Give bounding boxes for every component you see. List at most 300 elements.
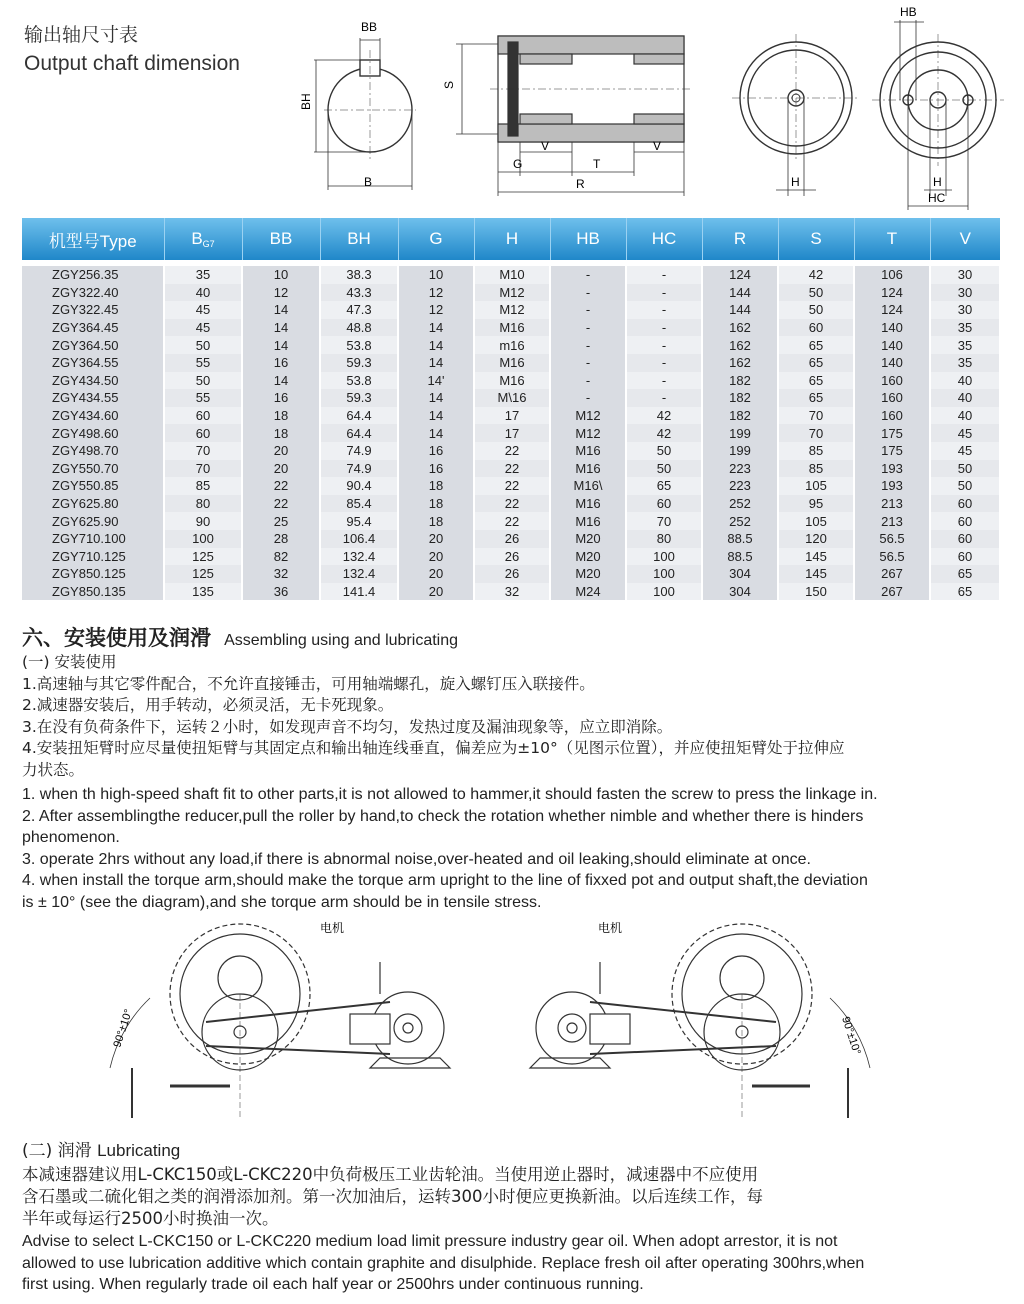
- dimension-cell: 18: [398, 512, 474, 530]
- dimension-cell: -: [626, 284, 702, 302]
- dimension-cell: 30: [930, 301, 1000, 319]
- dimension-cell: 304: [702, 583, 778, 601]
- dimension-cell: M16: [474, 372, 550, 390]
- cn-item: 力状态。: [22, 760, 85, 779]
- dimension-cell: 132.4: [320, 565, 398, 583]
- dimension-cell: -: [550, 372, 626, 390]
- dimension-cell: 40: [164, 284, 242, 302]
- dimension-cell: 132.4: [320, 548, 398, 566]
- col-header-hc: HC: [626, 218, 702, 260]
- dimension-cell: 65: [778, 372, 854, 390]
- dimension-cell: M12: [474, 284, 550, 302]
- model-type-cell: ZGY625.80: [22, 495, 164, 513]
- dimension-cell: 35: [164, 266, 242, 284]
- col-header-h: H: [474, 218, 550, 260]
- model-type-cell: ZGY364.55: [22, 354, 164, 372]
- dimension-cell: M\16: [474, 389, 550, 407]
- dimension-cell: 45: [164, 301, 242, 319]
- dimension-cell: 14: [398, 354, 474, 372]
- table-row: [22, 442, 1000, 460]
- dimension-cell: 40: [930, 407, 1000, 425]
- model-type-cell: ZGY256.35: [22, 266, 164, 284]
- dimension-cell: 95: [778, 495, 854, 513]
- dimension-cell: 95.4: [320, 512, 398, 530]
- lub-en-line: Advise to select L-CKC150 or L-CKC220 medium load limit pressure industry gear oil. When adopt arrestor, it is not: [22, 1233, 838, 1250]
- table-row: [22, 548, 1000, 566]
- dimension-cell: 17: [474, 424, 550, 442]
- col-header-bh: BH: [320, 218, 398, 260]
- dimension-cell: 14: [242, 319, 320, 337]
- label-b: B: [364, 175, 373, 189]
- dimension-cell: 16: [242, 389, 320, 407]
- dimension-cell: 223: [702, 460, 778, 478]
- dimension-cell: 18: [242, 424, 320, 442]
- dimension-cell: 10: [242, 266, 320, 284]
- dimension-cell: M10: [474, 266, 550, 284]
- dimension-cell: 16: [398, 460, 474, 478]
- dimension-cell: 252: [702, 512, 778, 530]
- table-row: [22, 512, 1000, 530]
- dimension-cell: 140: [854, 319, 930, 337]
- dimension-cell: 267: [854, 583, 930, 601]
- dimension-cell: M20: [550, 565, 626, 583]
- lub-en-line: allowed to use lubrication additive which contain graphite and disulphide. Replace fresh oil after operating 300hrs,when: [22, 1254, 865, 1272]
- dimension-cell: 60: [164, 424, 242, 442]
- cn-item: 3.在没有负荷条件下，运转２小时，如发现声音不均匀，发热过度及漏油现象等，应立即消除。: [22, 717, 673, 736]
- dimension-cell: 55: [164, 354, 242, 372]
- dimension-cell: 106.4: [320, 530, 398, 548]
- en-item: is ± 10° (see the diagram),and she torque arm should be in tensile stress.: [22, 893, 542, 911]
- dimension-cell: 20: [398, 583, 474, 601]
- dimension-cell: 60: [930, 548, 1000, 566]
- shaft-end-view-single: [732, 34, 860, 196]
- dimension-cell: -: [626, 266, 702, 284]
- dimension-cell: 48.8: [320, 319, 398, 337]
- dimension-cell: 213: [854, 495, 930, 513]
- dimension-cell: 193: [854, 460, 930, 478]
- label-hc: HC: [928, 191, 946, 205]
- table-row: [22, 407, 1000, 425]
- en-item: 4. when install the torque arm,should make the torque arm upright to the line of fixxed pot and output shaft,the deviation: [22, 872, 868, 889]
- dimension-cell: 70: [626, 512, 702, 530]
- dimension-cell: 42: [626, 407, 702, 425]
- dimension-cell: -: [550, 389, 626, 407]
- model-type-cell: ZGY434.60: [22, 407, 164, 425]
- dimension-cell: 35: [930, 336, 1000, 354]
- label-r: R: [576, 177, 585, 191]
- model-type-cell: ZGY364.45: [22, 319, 164, 337]
- en-item: 2. After assemblingthe reducer,pull the roller by hand,to check the rotation whether nimble and whether there is hinders: [22, 807, 864, 825]
- dimension-cell: 50: [778, 284, 854, 302]
- dimension-cell: 100: [164, 530, 242, 548]
- dimension-cell: 145: [778, 565, 854, 583]
- table-row: [22, 284, 1000, 302]
- dimension-cell: 14: [242, 336, 320, 354]
- dimension-cell: 12: [398, 301, 474, 319]
- dimension-cell: 90.4: [320, 477, 398, 495]
- hollow-shaft-section-drawing: [456, 36, 692, 196]
- dimension-cell: -: [626, 389, 702, 407]
- dimension-cell: 100: [626, 565, 702, 583]
- angle-label-left: 90°±10°: [111, 1007, 136, 1049]
- dimension-cell: 74.9: [320, 442, 398, 460]
- dimension-cell: -: [626, 372, 702, 390]
- dimension-cell: 65: [930, 565, 1000, 583]
- dimension-cell: 50: [930, 460, 1000, 478]
- dimension-cell: 30: [930, 284, 1000, 302]
- dimension-cell: 162: [702, 319, 778, 337]
- dimension-cell: 100: [626, 548, 702, 566]
- dimension-cell: 252: [702, 495, 778, 513]
- dimension-cell: 60: [626, 495, 702, 513]
- dimension-cell: 70: [778, 407, 854, 425]
- dimension-cell: M12: [550, 424, 626, 442]
- lub-en-line: first using. When regularly trade oil each half year or 2500hrs under continuous running.: [22, 1276, 644, 1293]
- model-type-cell: ZGY850.135: [22, 583, 164, 601]
- dimension-cell: 12: [398, 284, 474, 302]
- dimension-cell: 65: [778, 354, 854, 372]
- dimension-cell: 10: [398, 266, 474, 284]
- dimension-cell: 120: [778, 530, 854, 548]
- dimension-cell: M24: [550, 583, 626, 601]
- model-type-cell: ZGY550.70: [22, 460, 164, 478]
- dimension-cell: 145: [778, 548, 854, 566]
- output-shaft-dimension-table: [22, 218, 1001, 600]
- dimension-cell: M12: [550, 407, 626, 425]
- dimension-cell: 160: [854, 407, 930, 425]
- dimension-cell: 17: [474, 407, 550, 425]
- motor-label-left: 电机: [320, 921, 345, 935]
- en-item: 3. operate 2hrs without any load,if there is abnormal noise,over-heated and oil leaking,should eliminate at once.: [22, 850, 811, 868]
- dimension-cell: 304: [702, 565, 778, 583]
- en-item: phenomenon.: [22, 829, 120, 846]
- dimension-cell: 53.8: [320, 336, 398, 354]
- angle-label-right: 90°±10°: [839, 1015, 863, 1057]
- dimension-cell: 20: [398, 530, 474, 548]
- subsection-install-title: (一) 安装使用: [22, 653, 117, 671]
- dimension-cell: 22: [474, 512, 550, 530]
- dimension-cell: 65: [626, 477, 702, 495]
- dimension-cell: 65: [930, 583, 1000, 601]
- label-t: T: [593, 157, 601, 171]
- table-row: [22, 301, 1000, 319]
- dimension-cell: 40: [930, 389, 1000, 407]
- dimension-cell: -: [626, 336, 702, 354]
- page-title-en: Output chaft dimension: [24, 52, 240, 75]
- table-row: [22, 583, 1000, 601]
- dimension-cell: -: [626, 301, 702, 319]
- label-h: H: [791, 175, 800, 189]
- dimension-cell: 100: [626, 583, 702, 601]
- dimension-cell: 70: [164, 460, 242, 478]
- dimension-cell: 60: [930, 495, 1000, 513]
- table-row: [22, 460, 1000, 478]
- dimension-cell: 59.3: [320, 389, 398, 407]
- dimension-cell: 22: [474, 442, 550, 460]
- lubrication-title-cn: (二) 润滑: [22, 1141, 92, 1161]
- dimension-cell: 59.3: [320, 354, 398, 372]
- dimension-cell: 162: [702, 354, 778, 372]
- dimension-cell: 175: [854, 424, 930, 442]
- col-header-type: 机型号Type: [22, 218, 164, 260]
- lub-cn-line: 半年或每运行2500小时换油一次。: [22, 1209, 279, 1228]
- table-row: [22, 389, 1000, 407]
- dimension-cell: 20: [398, 565, 474, 583]
- dimension-cell: 42: [778, 266, 854, 284]
- dimension-cell: -: [550, 319, 626, 337]
- section-6-title-cn: 六、安装使用及润滑: [22, 626, 211, 650]
- model-type-cell: ZGY364.50: [22, 336, 164, 354]
- dimension-cell: 45: [164, 319, 242, 337]
- cn-item: 1.高速轴与其它零件配合，不允许直接锤击，可用轴端螺孔，旋入螺钉压入联接件。: [22, 674, 595, 693]
- en-item: 1. when th high-speed shaft fit to other parts,it is not allowed to hammer,it should fasten the screw to press the linkage in.: [22, 786, 878, 803]
- dimension-cell: 14: [242, 372, 320, 390]
- page-title-cn: 输出轴尺寸表: [24, 24, 139, 46]
- dimension-cell: 140: [854, 354, 930, 372]
- dimension-cell: 42: [626, 424, 702, 442]
- label-bb: BB: [361, 20, 378, 34]
- dimension-cell: 53.8: [320, 372, 398, 390]
- model-type-cell: ZGY498.70: [22, 442, 164, 460]
- dimension-cell: 70: [778, 424, 854, 442]
- dimension-cell: 124: [854, 284, 930, 302]
- dimension-cell: 32: [474, 583, 550, 601]
- dimension-cell: 64.4: [320, 407, 398, 425]
- label-s: S: [442, 80, 456, 89]
- table-row: [22, 495, 1000, 513]
- lubrication-title-en: Lubricating: [97, 1141, 181, 1160]
- keyed-bore-drawing: [314, 38, 416, 190]
- dimension-cell: 50: [626, 460, 702, 478]
- dimension-cell: -: [550, 266, 626, 284]
- dimension-cell: 16: [242, 354, 320, 372]
- dimension-cell: 14: [398, 424, 474, 442]
- dimension-cell: 35: [930, 354, 1000, 372]
- dimension-cell: 14': [398, 372, 474, 390]
- dimension-cell: 65: [778, 336, 854, 354]
- cn-item: 2.减速器安装后，用手转动，必须灵活，无卡死现象。: [22, 696, 394, 714]
- dimension-cell: 85: [778, 442, 854, 460]
- dimension-cell: 162: [702, 336, 778, 354]
- dimension-cell: 50: [164, 372, 242, 390]
- dimension-cell: 267: [854, 565, 930, 583]
- dimension-cell: M16: [474, 319, 550, 337]
- dimension-cell: 36: [242, 583, 320, 601]
- dimension-cell: 18: [398, 477, 474, 495]
- dimension-cell: 55: [164, 389, 242, 407]
- dimension-cell: -: [550, 354, 626, 372]
- dimension-cell: 125: [164, 548, 242, 566]
- dimension-cell: 14: [398, 319, 474, 337]
- dimension-cell: 80: [164, 495, 242, 513]
- dimension-cell: 135: [164, 583, 242, 601]
- dimension-cell: 223: [702, 477, 778, 495]
- dimension-cell: -: [550, 284, 626, 302]
- dimension-cell: 16: [398, 442, 474, 460]
- col-header-bb: BB: [242, 218, 320, 260]
- model-type-cell: ZGY322.45: [22, 301, 164, 319]
- model-type-cell: ZGY498.60: [22, 424, 164, 442]
- dimension-cell: 47.3: [320, 301, 398, 319]
- dimension-cell: 14: [398, 407, 474, 425]
- dimension-cell: 65: [778, 389, 854, 407]
- dimension-cell: 45: [930, 442, 1000, 460]
- table-row: [22, 565, 1000, 583]
- dimension-cell: 106: [854, 266, 930, 284]
- dimension-cell: 32: [242, 565, 320, 583]
- dimension-cell: 140: [854, 336, 930, 354]
- dimension-cell: 175: [854, 442, 930, 460]
- dimension-cell: 80: [626, 530, 702, 548]
- dimension-cell: 90: [164, 512, 242, 530]
- dimension-cell: M16\: [550, 477, 626, 495]
- dimension-cell: 14: [398, 389, 474, 407]
- dimension-cell: M16: [550, 460, 626, 478]
- model-type-cell: ZGY710.125: [22, 548, 164, 566]
- dimension-cell: 22: [474, 495, 550, 513]
- dimension-cell: 28: [242, 530, 320, 548]
- dimension-cell: 85: [778, 460, 854, 478]
- dimension-cell: 105: [778, 512, 854, 530]
- section-6-title-en: Assembling using and lubricating: [224, 632, 459, 649]
- dimension-cell: 22: [242, 495, 320, 513]
- col-header-g: G: [398, 218, 474, 260]
- model-type-cell: ZGY710.100: [22, 530, 164, 548]
- dimension-cell: M16: [550, 512, 626, 530]
- dimension-cell: 50: [164, 336, 242, 354]
- dimension-cell: 60: [778, 319, 854, 337]
- model-type-cell: ZGY550.85: [22, 477, 164, 495]
- dimension-cell: 199: [702, 442, 778, 460]
- label-v-right: V: [653, 139, 662, 153]
- table-row: [22, 266, 1000, 284]
- dimension-cell: -: [550, 301, 626, 319]
- col-header-v: V: [930, 218, 1000, 260]
- dimension-cell: 105: [778, 477, 854, 495]
- torque-arm-diagram-right: [530, 924, 870, 1118]
- dimension-cell: 30: [930, 266, 1000, 284]
- dimension-cell: 45: [930, 424, 1000, 442]
- dimension-cell: 40: [930, 372, 1000, 390]
- table-row: [22, 336, 1000, 354]
- lubrication-title: [22, 1136, 180, 1161]
- label-v-left: V: [541, 139, 550, 153]
- dimension-cell: 22: [474, 460, 550, 478]
- label-g: G: [513, 157, 523, 171]
- torque-arm-diagram-left: [110, 924, 450, 1118]
- dimension-cell: 85: [164, 477, 242, 495]
- dimension-cell: 199: [702, 424, 778, 442]
- dimension-cell: 26: [474, 530, 550, 548]
- torque-arm-installation-diagrams: [90, 918, 890, 1130]
- dimension-cell: M16: [550, 442, 626, 460]
- dimension-cell: 64.4: [320, 424, 398, 442]
- dimension-cell: M16: [474, 354, 550, 372]
- dimension-cell: 70: [164, 442, 242, 460]
- dimension-cell: 125: [164, 565, 242, 583]
- dimension-cell: 144: [702, 284, 778, 302]
- shaft-dimension-diagrams: [280, 0, 1020, 216]
- dimension-cell: 43.3: [320, 284, 398, 302]
- dimension-cell: 150: [778, 583, 854, 601]
- dimension-cell: -: [626, 354, 702, 372]
- dimension-cell: 50: [626, 442, 702, 460]
- dimension-cell: 35: [930, 319, 1000, 337]
- model-type-cell: ZGY625.90: [22, 512, 164, 530]
- col-header-hb: HB: [550, 218, 626, 260]
- dimension-cell: 38.3: [320, 266, 398, 284]
- dimension-cell: 82: [242, 548, 320, 566]
- motor-label-right: 电机: [598, 921, 623, 935]
- table-row: [22, 372, 1000, 390]
- dimension-cell: 14: [398, 336, 474, 354]
- dimension-cell: 26: [474, 565, 550, 583]
- dimension-cell: 25: [242, 512, 320, 530]
- dimension-cell: M20: [550, 548, 626, 566]
- dimension-cell: 193: [854, 477, 930, 495]
- dimension-cell: 20: [242, 442, 320, 460]
- dimension-cell: 124: [854, 301, 930, 319]
- dimension-cell: -: [550, 336, 626, 354]
- dimension-cell: 60: [164, 407, 242, 425]
- dimension-cell: 213: [854, 512, 930, 530]
- dimension-cell: 160: [854, 372, 930, 390]
- dimension-cell: 56.5: [854, 530, 930, 548]
- col-header-t: T: [854, 218, 930, 260]
- col-header-r: R: [702, 218, 778, 260]
- install-instructions-cn: [22, 652, 1002, 781]
- lubrication-text-cn: [22, 1164, 1002, 1230]
- table-row: [22, 424, 1000, 442]
- table-row: [22, 319, 1000, 337]
- model-type-cell: ZGY850.125: [22, 565, 164, 583]
- dimension-cell: 74.9: [320, 460, 398, 478]
- dimension-cell: 85.4: [320, 495, 398, 513]
- dimension-cell: 144: [702, 301, 778, 319]
- label-hb: HB: [900, 5, 917, 19]
- dimension-cell: 26: [474, 548, 550, 566]
- dimension-cell: 20: [242, 460, 320, 478]
- dimension-cell: 20: [398, 548, 474, 566]
- lub-cn-line: 含石墨或二硫化钼之类的润滑添加剂。第一次加油后，运转300小时便应更换新油。以后连续工作，每: [22, 1187, 763, 1206]
- dimension-cell: m16: [474, 336, 550, 354]
- dimension-cell: 14: [242, 301, 320, 319]
- dimension-cell: M12: [474, 301, 550, 319]
- dimension-cell: 60: [930, 512, 1000, 530]
- dimension-cell: 88.5: [702, 530, 778, 548]
- model-type-cell: ZGY434.55: [22, 389, 164, 407]
- dimension-cell: -: [626, 319, 702, 337]
- model-type-cell: ZGY434.50: [22, 372, 164, 390]
- table-header-row: [22, 218, 1000, 260]
- table-row: [22, 354, 1000, 372]
- lub-cn-line: 本减速器建议用L-CKC150或L-CKC220中负荷极压工业齿轮油。当使用逆止器时，减速器中不应使用: [22, 1165, 759, 1184]
- dimension-cell: 22: [474, 477, 550, 495]
- dimension-cell: 56.5: [854, 548, 930, 566]
- install-instructions-en: [22, 784, 1002, 913]
- dimension-cell: 160: [854, 389, 930, 407]
- dimension-cell: M20: [550, 530, 626, 548]
- dimension-cell: 182: [702, 407, 778, 425]
- dimension-cell: 22: [242, 477, 320, 495]
- dimension-cell: M16: [550, 495, 626, 513]
- dimension-cell: 50: [930, 477, 1000, 495]
- dimension-cell: 141.4: [320, 583, 398, 601]
- dimension-cell: 182: [702, 372, 778, 390]
- table-row: [22, 477, 1000, 495]
- dimension-cell: 18: [398, 495, 474, 513]
- cn-item: 4.安装扭矩臂时应尽量使扭矩臂与其固定点和输出轴连线垂直，偏差应为±10°（见图示位置），并应使扭矩臂处于拉伸应: [22, 739, 845, 757]
